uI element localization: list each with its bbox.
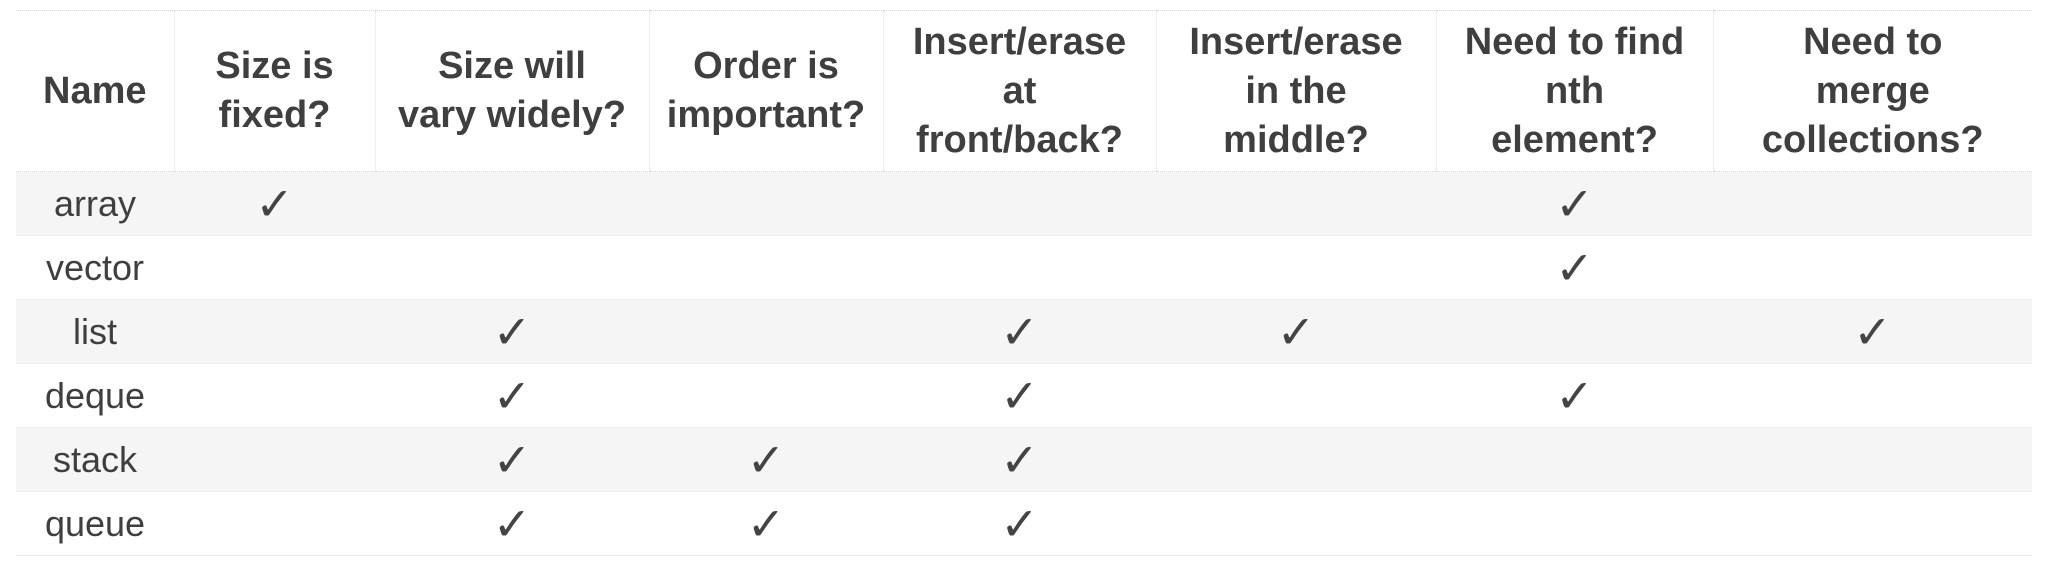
checkmark-icon: ✓ xyxy=(1555,176,1594,231)
cell-insert-middle xyxy=(1156,364,1436,428)
cell-insert-front-back xyxy=(883,492,1156,556)
cell-merge-collections xyxy=(1713,364,2032,428)
cell-size-vary xyxy=(375,236,649,300)
cell-size-vary xyxy=(375,492,649,556)
row-name-cell: stack xyxy=(16,428,174,492)
header-insert-middle-line-1: Insert/erase xyxy=(1189,20,1403,63)
checkmark-icon: ✓ xyxy=(492,368,532,423)
cell-insert-front-back xyxy=(883,236,1156,300)
cell-find-nth xyxy=(1436,492,1713,556)
header-order-important-line-1: Order is xyxy=(693,45,839,87)
cell-size-fixed xyxy=(174,428,375,492)
cell-insert-front-back xyxy=(883,300,1156,364)
cell-insert-front-back xyxy=(883,428,1156,492)
header-row xyxy=(16,11,2032,172)
cell-find-nth xyxy=(1436,236,1713,300)
header-order-important-line-2: important? xyxy=(666,94,866,136)
cell-insert-front-back xyxy=(883,172,1156,236)
row-name-cell: list xyxy=(16,300,174,364)
row-name-cell: queue xyxy=(16,492,174,556)
checkmark-icon: ✓ xyxy=(492,496,532,551)
cell-insert-front-back xyxy=(883,364,1156,428)
table-row xyxy=(16,428,2032,492)
container-comparison-table xyxy=(16,10,2032,556)
cell-insert-middle xyxy=(1156,172,1436,236)
checkmark-icon: ✓ xyxy=(746,432,786,487)
header-merge-collections-line-3: collections? xyxy=(1761,118,1984,161)
cell-merge-collections xyxy=(1713,492,2032,556)
header-find-nth-line-2: nth xyxy=(1544,69,1605,112)
checkmark-icon: ✓ xyxy=(1000,496,1039,551)
cell-order-important xyxy=(649,172,883,236)
checkmark-icon: ✓ xyxy=(1000,432,1039,487)
cell-order-important xyxy=(649,364,883,428)
header-insert-front-back xyxy=(883,11,1156,172)
cell-size-fixed xyxy=(174,172,375,236)
cell-insert-middle xyxy=(1156,236,1436,300)
header-size-fixed-line-1: Size is xyxy=(215,45,334,87)
checkmark-icon: ✓ xyxy=(1000,368,1039,423)
header-merge-collections-line-2: merge xyxy=(1815,69,1930,112)
header-size-vary-line-1: Size will xyxy=(438,45,586,87)
cell-order-important xyxy=(649,300,883,364)
header-merge-collections-line-1: Need to xyxy=(1803,20,1943,63)
cell-size-fixed xyxy=(174,492,375,556)
comparison-table-container xyxy=(16,10,2032,556)
header-insert-front-back-line-1: Insert/erase xyxy=(912,20,1127,63)
row-name-cell: vector xyxy=(16,236,174,300)
checkmark-icon: ✓ xyxy=(1276,304,1316,359)
checkmark-icon: ✓ xyxy=(1555,240,1594,295)
cell-find-nth xyxy=(1436,172,1713,236)
cell-order-important xyxy=(649,428,883,492)
header-insert-front-back-line-2: at xyxy=(1002,69,1037,112)
header-find-nth-line-1: Need to find xyxy=(1464,20,1685,63)
cell-size-vary xyxy=(375,364,649,428)
header-size-vary-line-2: vary widely? xyxy=(397,94,627,136)
checkmark-icon: ✓ xyxy=(746,496,786,551)
cell-find-nth xyxy=(1436,300,1713,364)
cell-merge-collections xyxy=(1713,300,2032,364)
header-name xyxy=(16,11,174,172)
checkmark-icon: ✓ xyxy=(1555,368,1594,423)
header-insert-middle-line-2: in the xyxy=(1245,69,1347,112)
cell-size-vary xyxy=(375,300,649,364)
header-insert-front-back-line-3: front/back? xyxy=(916,118,1123,161)
cell-order-important xyxy=(649,492,883,556)
checkmark-icon: ✓ xyxy=(492,432,532,487)
row-name-cell: array xyxy=(16,172,174,236)
header-size-fixed-line-2: fixed? xyxy=(218,94,331,136)
cell-insert-middle xyxy=(1156,428,1436,492)
cell-size-fixed xyxy=(174,236,375,300)
cell-find-nth xyxy=(1436,364,1713,428)
cell-merge-collections xyxy=(1713,236,2032,300)
cell-merge-collections xyxy=(1713,172,2032,236)
header-order-important xyxy=(649,11,883,172)
table-row xyxy=(16,172,2032,236)
table-row xyxy=(16,236,2032,300)
table-body xyxy=(16,172,2032,556)
header-size-fixed xyxy=(174,11,375,172)
header-insert-middle-line-3: middle? xyxy=(1223,118,1369,161)
header-find-nth-line-3: element? xyxy=(1491,118,1658,161)
cell-insert-middle xyxy=(1156,300,1436,364)
cell-size-fixed xyxy=(174,300,375,364)
cell-size-fixed xyxy=(174,364,375,428)
header-name-line-1: Name xyxy=(43,69,147,112)
header-merge-collections xyxy=(1713,11,2032,172)
cell-size-vary xyxy=(375,428,649,492)
checkmark-icon: ✓ xyxy=(255,176,294,231)
row-name-cell: deque xyxy=(16,364,174,428)
checkmark-icon: ✓ xyxy=(1853,304,1892,359)
cell-find-nth xyxy=(1436,428,1713,492)
table-row xyxy=(16,492,2032,556)
header-size-vary xyxy=(375,11,649,172)
table-row xyxy=(16,300,2032,364)
table-row xyxy=(16,364,2032,428)
cell-size-vary xyxy=(375,172,649,236)
cell-order-important xyxy=(649,236,883,300)
header-insert-middle xyxy=(1156,11,1436,172)
cell-merge-collections xyxy=(1713,428,2032,492)
checkmark-icon: ✓ xyxy=(492,304,532,359)
checkmark-icon: ✓ xyxy=(1000,304,1039,359)
header-find-nth xyxy=(1436,11,1713,172)
cell-insert-middle xyxy=(1156,492,1436,556)
